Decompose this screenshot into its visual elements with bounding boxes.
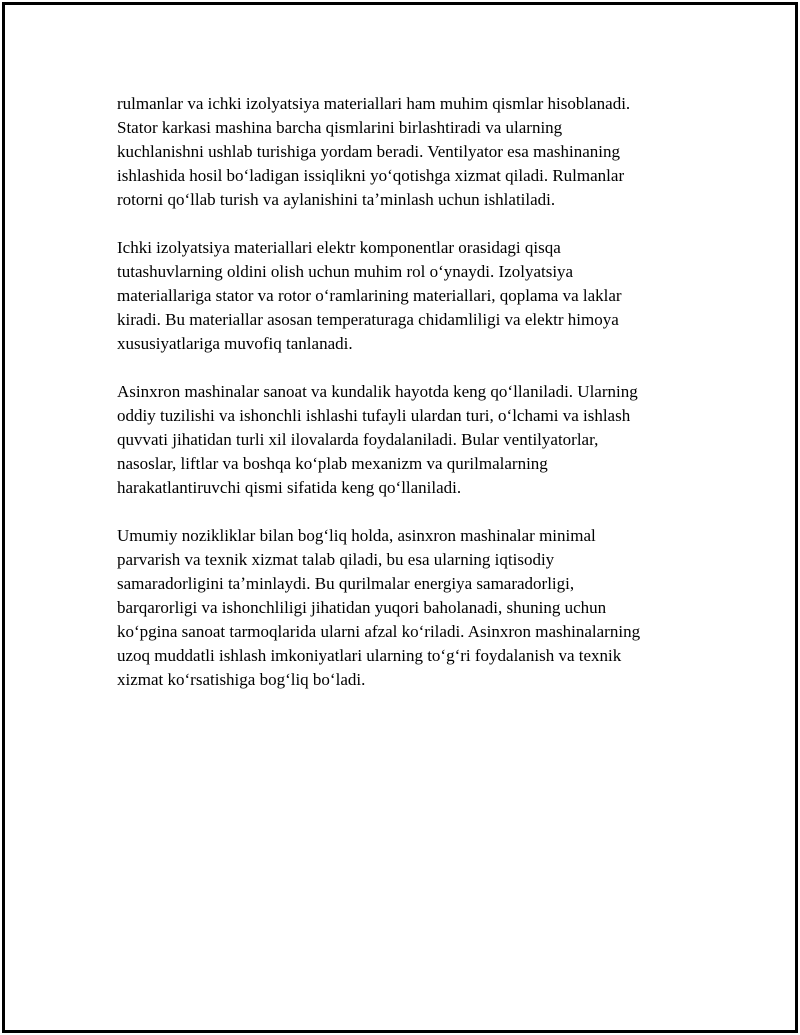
paragraph: Umumiy nozikliklar bilan bogʻliq holda, asinxron mashinalar minimal parvarish va texnik xizmat talab qiladi, bu esa ularning iqtisodiy samaradorligini taʼminlaydi. Bu qurilmalar energiya samaradorligi, barqarorligi va ishonchliligi jihatidan yuqori baholanadi, shuning uchun koʻpgina sanoat tarmoqlarida ularni afzal koʻriladi. Asinxron mashinalarning uzoq muddatli ishlash imkoniyatlari ularning toʻgʻri foydalanish va texnik xizmat koʻrsatishiga bogʻliq boʻladi. xyxy=(117,526,641,689)
document-body xyxy=(117,92,697,716)
paragraph: Ichki izolyatsiya materiallari elektr komponentlar orasidagi qisqa tutashuvlarning oldini olish uchun muhim rol oʻynaydi. Izolyatsiya materiallariga stator va rotor oʻramlarining materiallari, qoplama va laklar kiradi. Bu materiallar asosan temperaturaga chidamliligi va elektr himoya xususiyatlariga muvofiq tanlanadi. xyxy=(117,238,622,353)
paragraph: rulmanlar va ichki izolyatsiya materiallari ham muhim qismlar hisoblanadi. Stator karkasi mashina barcha qismlarini birlashtiradi va ularning kuchlanishni ushlab turishiga yordam beradi. Ventilyator esa mashinaning ishlashida hosil boʻladigan issiqlikni yoʻqotishga xizmat qiladi. Rulmanlar rotorni qoʻllab turish va aylanishini taʼminlash uchun ishlatiladi. xyxy=(117,94,631,209)
paragraph: Asinxron mashinalar sanoat va kundalik hayotda keng qoʻllaniladi. Ularning oddiy tuzilishi va ishonchli ishlashi tufayli ulardan turi, oʻlchami va ishlash quvvati jihatidan turli xil ilovalarda foydalaniladi. Bular ventilyatorlar, nasoslar, liftlar va boshqa koʻplab mexanizm va qurilmalarning harakatlantiruvchi qismi sifatida keng qoʻllaniladi. xyxy=(117,382,638,497)
